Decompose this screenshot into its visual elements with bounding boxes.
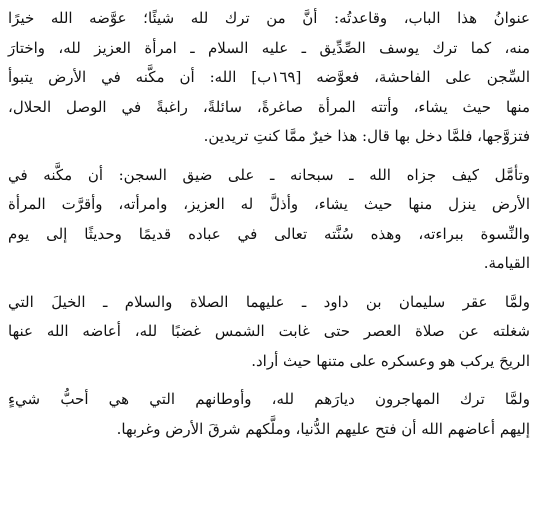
paragraph-4 — [8, 385, 530, 444]
text-line: وتأمَّل كيف جزاه الله ـ سبحانه ـ على ضيق السجن: أن مكَّنه في — [8, 165, 530, 184]
text-line: القيامة. — [483, 254, 530, 272]
paragraph-3 — [8, 288, 530, 377]
text-line: منها حيث يشاء، وأتته المرأة صاغرةً، سائلةً، راغبةً في الوصل الحلال، — [8, 97, 530, 116]
text-line: شغلته عن صلاة العصر حتى غابت الشمس غضبًا لله، أعاضه الله عنها — [8, 322, 530, 340]
text-line: عنوانُ هذا الباب، وقاعدتُه: أنَّ من ترك لله شيئًا؛ عوَّضه الله خيرًا — [8, 9, 530, 27]
paragraph-2 — [8, 161, 530, 279]
text-line: السِّجن على الفاحشة، فعوَّضه [١٦٩ب] الله: أن مكَّنه في الأرض يتبوأ — [8, 68, 530, 86]
document-page — [8, 4, 530, 453]
text-line: الريحَ يركب هو وعسكره على متنها حيث أراد. — [251, 351, 530, 370]
text-line: والنِّسوة ببراءته، وهذه سُنَّته تعالى في عباده قديمًا وحديثًا إلى يوم — [8, 224, 530, 243]
text-line: فتزوَّجها، فلمَّا دخل بها قال: هذا خيرٌ ممَّا كنتِ تريدين. — [203, 127, 530, 145]
paragraph-1 — [8, 4, 530, 152]
text-line: ولمَّا عقر سليمان بن داود ـ عليهما الصلاة والسلام ـ الخيلَ التي — [8, 292, 530, 311]
text-line: ولمَّا ترك المهاجرون ديارَهم لله، وأوطانهم التي هي أحبُّ شيءٍ — [8, 390, 530, 408]
text-line: إليهم أعاضهم الله أن فتح عليهم الدُّنيا، وملَّكهم شرقَ الأرض وغربها. — [116, 419, 530, 438]
text-line: الأرض ينزل منها حيث يشاء، وأذلَّ له العزيز، وامرأته، وأقرَّت المرأة — [8, 195, 530, 213]
text-line: منه، كما ترك يوسف الصِّدِّيق ـ عليه السلام ـ امرأة العزيز لله، واختارَ — [8, 38, 530, 57]
